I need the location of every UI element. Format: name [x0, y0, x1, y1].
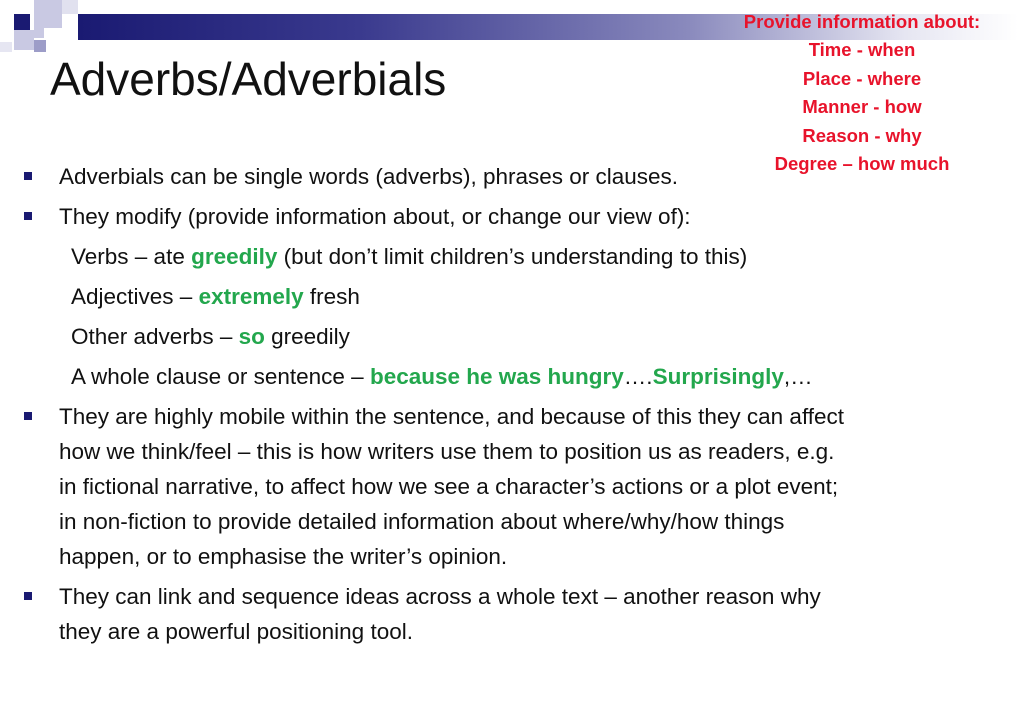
sub-item-text: Adjectives –	[71, 284, 199, 309]
highlight-example: so	[238, 324, 265, 349]
highlight-example: greedily	[191, 244, 278, 269]
sub-item	[71, 360, 813, 395]
callout-line: Time - when	[808, 39, 916, 61]
highlight-example: Surprisingly	[652, 364, 784, 389]
bullet-text: Adverbials can be single words (adverbs), phrases or clauses.	[59, 164, 679, 189]
sub-item-text: A whole clause or sentence –	[71, 364, 370, 389]
sub-item	[71, 320, 350, 355]
callout-line: Reason - why	[802, 124, 922, 146]
bullet-text: in fictional narrative, to affect how we see a character’s actions or a plot event;	[59, 474, 839, 499]
sub-item-text: fresh	[303, 284, 360, 309]
bullet-text: They modify (provide information about, or change our view of):	[59, 204, 691, 229]
bullet-marker	[24, 412, 32, 420]
sub-item	[71, 240, 747, 275]
sub-item	[71, 280, 360, 315]
deco-square	[34, 40, 46, 52]
deco-square	[34, 28, 44, 38]
deco-square	[0, 42, 12, 52]
bullet-text: how we think/feel – this is how writers use them to position us as readers, e.g.	[59, 439, 835, 464]
bullet-marker	[24, 172, 32, 180]
callout-line: Manner - how	[802, 96, 922, 118]
bullet-text: They can link and sequence ideas across a whole text – another reason why	[59, 584, 821, 609]
bullet-marker	[24, 592, 32, 600]
bullet-text: happen, or to emphasise the writer’s opinion.	[59, 544, 508, 569]
highlight-example: because he was hungry	[369, 364, 624, 389]
bullet-text: they are a powerful positioning tool.	[59, 619, 413, 644]
callout-heading: Provide information about:	[743, 11, 981, 32]
deco-square	[14, 14, 30, 30]
deco-square	[14, 30, 34, 50]
callout-line: Degree – how much	[774, 153, 950, 175]
bullet-text: in non-fiction to provide detailed information about where/why/how things	[59, 509, 785, 534]
deco-square	[34, 0, 62, 28]
info-callout	[712, 8, 1012, 178]
sub-item-text: Other adverbs –	[71, 324, 239, 349]
sub-item-text: ,…	[783, 364, 813, 389]
callout-line: Place - where	[802, 67, 922, 89]
highlight-example: extremely	[198, 284, 304, 309]
sub-item-text: Verbs – ate	[71, 244, 192, 269]
sub-item-text: ….	[623, 364, 653, 389]
sub-item-text: greedily	[264, 324, 350, 349]
slide-title: Adverbs/Adverbials	[50, 53, 447, 105]
bullet-text: They are highly mobile within the sentence, and because of this they can affect	[59, 404, 845, 429]
bullet-marker	[24, 212, 32, 220]
sub-item-text: (but don’t limit children’s understanding to this)	[277, 244, 748, 269]
deco-square	[62, 0, 78, 14]
